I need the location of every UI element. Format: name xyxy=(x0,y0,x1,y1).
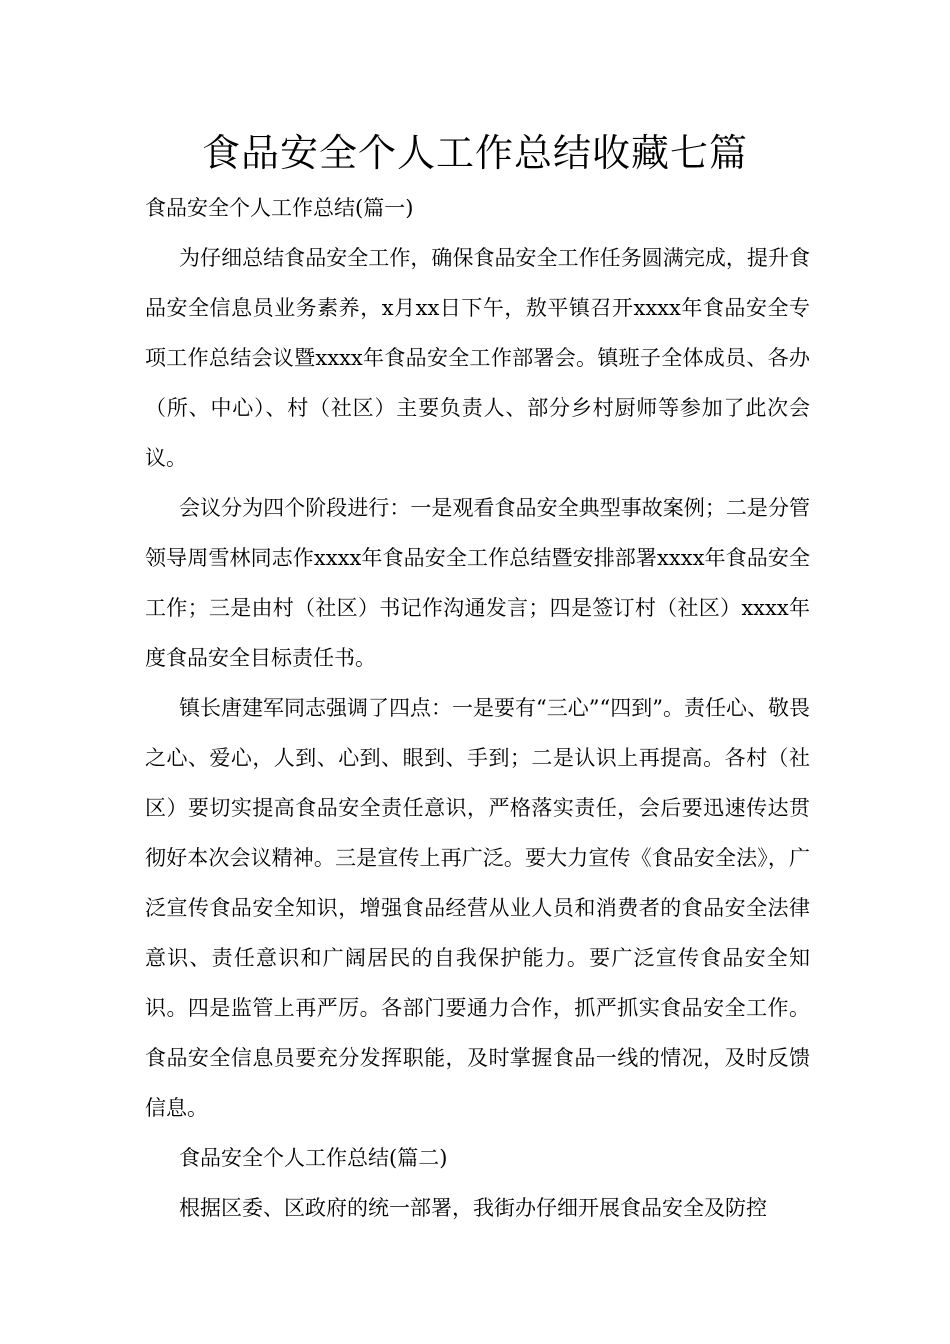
section-heading-1: 食品安全个人工作总结(篇一) xyxy=(145,196,414,220)
document-title: 食品安全个人工作总结收藏七篇 xyxy=(201,131,748,175)
paragraph-4: 根据区委、区政府的统一部署，我街办仔细开展食品安全及防控 xyxy=(179,1196,767,1220)
section-heading-2: 食品安全个人工作总结(篇二) xyxy=(179,1146,448,1170)
paragraph-1: 为仔细总结食品安全工作，确保食品安全工作任务圆满完成，提升食品安全信息员业务素养，x月xx日下午，敖平镇召开xxxx年食品安全专项工作总结会议暨xxxx年食品安全工作部署会。镇班子全体成员、各办（所、中心）、村（社区）主要负责人、部分乡村厨师等参加了此次会议。 xyxy=(145,246,810,470)
paragraph-3: 镇长唐建军同志强调了四点：一是要有“三心”“四到”。责任心、敬畏之心、爱心，人到、心到、眼到、手到；二是认识上再提高。各村（社区）要切实提高食品安全责任意识，严格落实责任，会后要迅速传达贯彻好本次会议精神。三是宣传上再广泛。要大力宣传《食品安全法》，广泛宣传食品安全知识，增强食品经营从业人员和消费者的食品安全法律意识、责任意识和广阔居民的自我保护能力。要广泛宣传食品安全知识。四是监管上再严厉。各部门要通力合作，抓严抓实食品安全工作。食品安全信息员要充分发挥职能，及时掌握食品一线的情况，及时反馈信息。 xyxy=(145,696,810,1120)
document-body xyxy=(145,183,810,1233)
paragraph-2: 会议分为四个阶段进行：一是观看食品安全典型事故案例；二是分管领导周雪林同志作xxxx年食品安全工作总结暨安排部署xxxx年食品安全工作；三是由村（社区）书记作沟通发言；四是签订村（社区）xxxx年度食品安全目标责任书。 xyxy=(145,496,810,670)
